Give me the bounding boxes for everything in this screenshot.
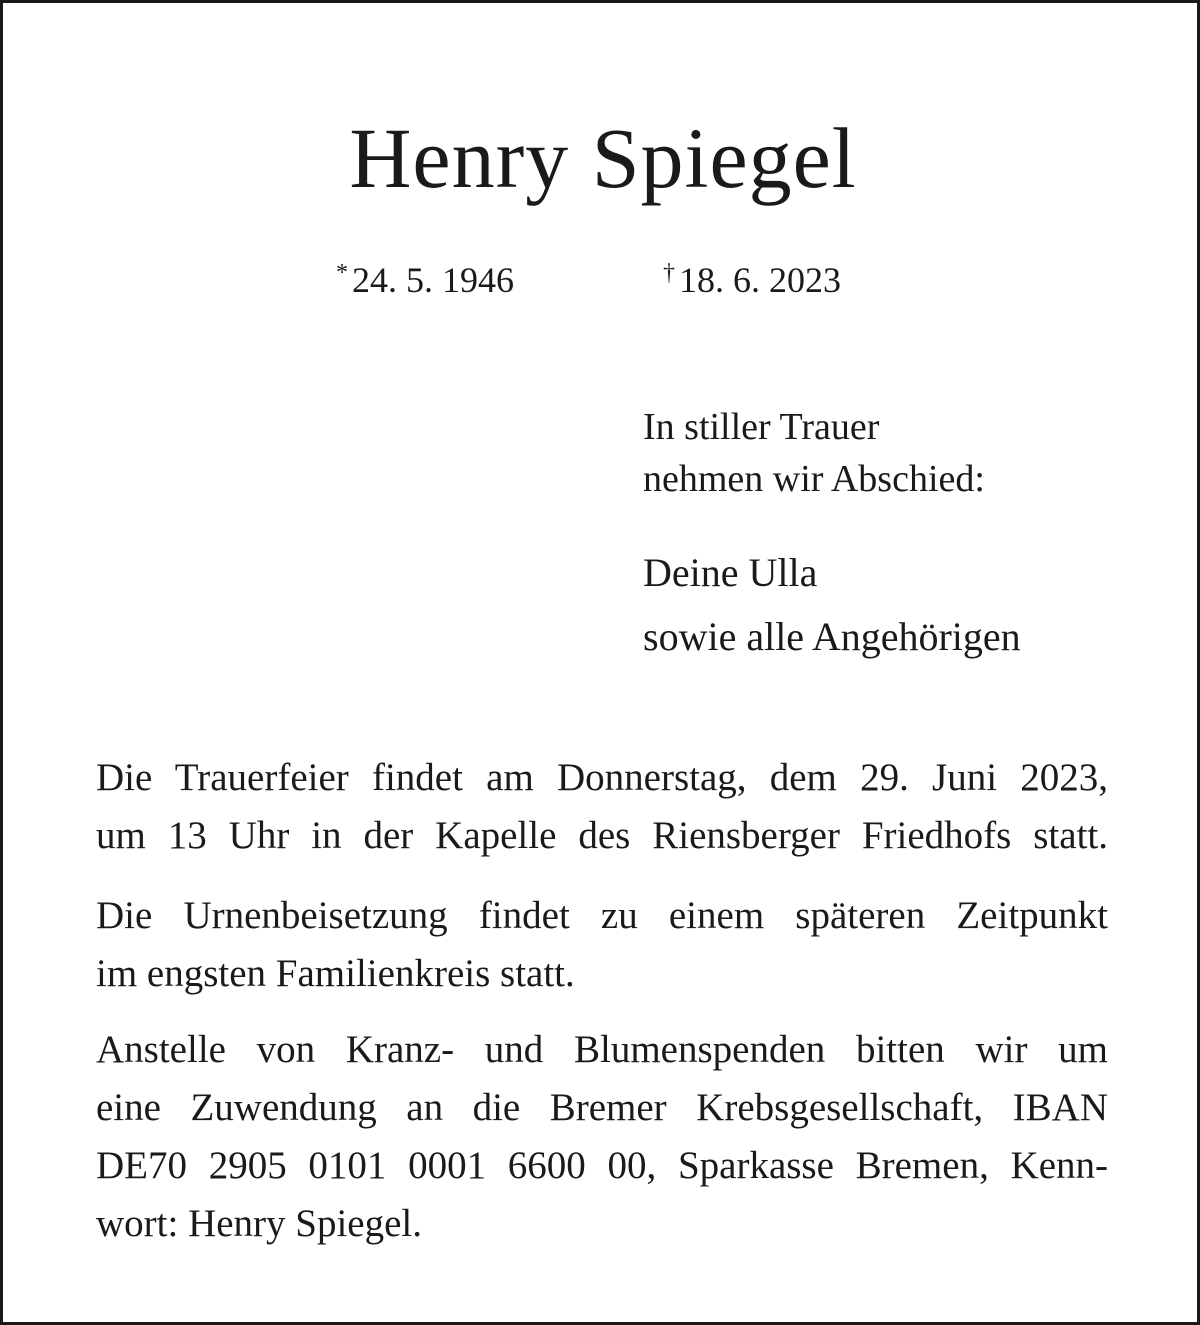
deceased-name: Henry Spiegel (349, 110, 857, 206)
urn-burial-paragraph (96, 887, 1108, 1003)
paragraph-line: wort: Henry Spiegel. (96, 1202, 423, 1245)
birth-date-line (336, 261, 514, 298)
paragraph-line: Die Trauerfeier findet am Donnerstag, dem 29. Juni 2023, (96, 756, 1108, 799)
signer-line: Deine Ulla (643, 550, 818, 595)
signer-line: sowie alle Angehörigen (643, 614, 1021, 659)
mourning-intro-line: nehmen wir Abschied: (643, 458, 985, 500)
paragraph-line: Die Urnenbeisetzung findet zu einem späteren Zeitpunkt (96, 894, 1108, 937)
paragraph-line: um 13 Uhr in der Kapelle des Riensberger Friedhofs statt. (96, 814, 1108, 857)
paragraph-line: im engsten Familienkreis statt. (96, 952, 575, 995)
mourning-intro-line: In stiller Trauer (643, 406, 880, 448)
donation-paragraph (96, 1021, 1108, 1253)
paragraph-line: Anstelle von Kranz- und Blumenspenden bitten wir um (96, 1028, 1108, 1071)
funeral-service-paragraph (96, 749, 1108, 865)
death-date: 18. 6. 2023 (679, 260, 841, 300)
death-date-line (663, 261, 841, 298)
mourning-intro (643, 401, 985, 505)
paragraph-line: eine Zuwendung an die Bremer Krebsgesellschaft, IBAN (96, 1086, 1108, 1129)
mourning-signers (643, 541, 1021, 669)
birth-asterisk-icon: * (336, 260, 348, 286)
paragraph-line: DE70 2905 0101 0001 6600 00, Sparkasse Bremen, Kenn- (96, 1144, 1108, 1187)
birth-date: 24. 5. 1946 (352, 260, 514, 300)
death-cross-icon: † (663, 260, 675, 286)
